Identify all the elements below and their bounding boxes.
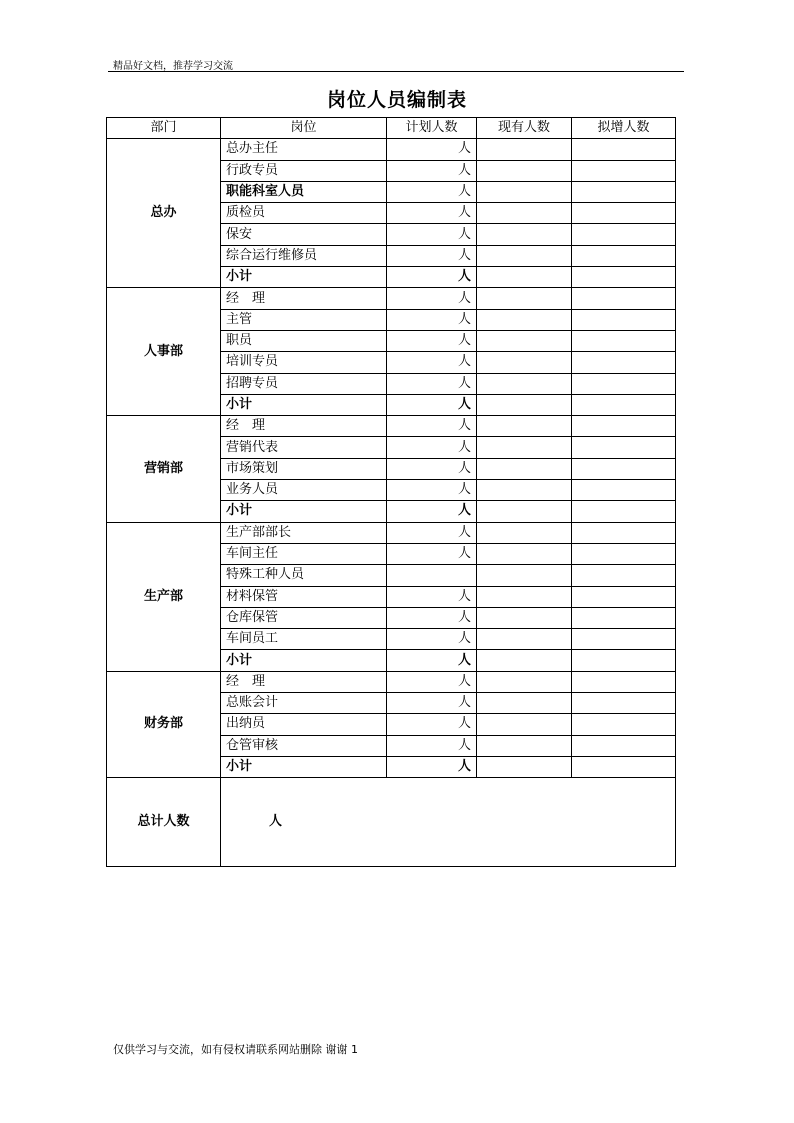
position-cell: 车间员工 <box>221 629 387 650</box>
planned-count-cell <box>387 565 477 586</box>
planned-count-cell: 人 <box>387 437 477 458</box>
planned-count-cell: 人 <box>387 671 477 692</box>
table-row <box>107 139 676 160</box>
position-cell: 培训专员 <box>221 352 387 373</box>
increase-count-cell <box>572 522 676 543</box>
department-name: 人事部 <box>107 288 221 416</box>
increase-count-cell <box>572 139 676 160</box>
current-count-cell <box>477 330 572 351</box>
planned-count-cell: 人 <box>387 245 477 266</box>
planned-count-cell: 人 <box>387 693 477 714</box>
current-count-cell <box>477 480 572 501</box>
total-row <box>107 778 676 867</box>
position-cell: 营销代表 <box>221 437 387 458</box>
planned-count-cell: 人 <box>387 394 477 415</box>
current-count-cell <box>477 565 572 586</box>
current-count-cell <box>477 458 572 479</box>
increase-count-cell <box>572 650 676 671</box>
current-count-cell <box>477 416 572 437</box>
planned-count-cell: 人 <box>387 267 477 288</box>
table-row <box>107 416 676 437</box>
current-count-cell <box>477 373 572 394</box>
current-count-cell <box>477 267 572 288</box>
current-count-cell <box>477 671 572 692</box>
increase-count-cell <box>572 565 676 586</box>
planned-count-cell: 人 <box>387 607 477 628</box>
current-count-cell <box>477 352 572 373</box>
position-cell: 总账会计 <box>221 693 387 714</box>
increase-count-cell <box>572 330 676 351</box>
column-header-department: 部门 <box>107 118 221 139</box>
planned-count-cell: 人 <box>387 458 477 479</box>
position-cell: 市场策划 <box>221 458 387 479</box>
increase-count-cell <box>572 714 676 735</box>
position-cell: 主管 <box>221 309 387 330</box>
current-count-cell <box>477 437 572 458</box>
planned-count-cell: 人 <box>387 330 477 351</box>
column-header-position: 岗位 <box>221 118 387 139</box>
planned-count-cell: 人 <box>387 629 477 650</box>
planned-count-cell: 人 <box>387 756 477 777</box>
increase-count-cell <box>572 288 676 309</box>
increase-count-cell <box>572 416 676 437</box>
planned-count-cell: 人 <box>387 714 477 735</box>
increase-count-cell <box>572 394 676 415</box>
position-cell: 综合运行维修员 <box>221 245 387 266</box>
planned-count-cell: 人 <box>387 203 477 224</box>
planned-count-cell: 人 <box>387 501 477 522</box>
increase-count-cell <box>572 352 676 373</box>
total-value: 人 <box>269 814 283 830</box>
header-divider <box>108 71 684 72</box>
position-cell: 出纳员 <box>221 714 387 735</box>
column-header-planned: 计划人数 <box>387 118 477 139</box>
current-count-cell <box>477 629 572 650</box>
current-count-cell <box>477 309 572 330</box>
increase-count-cell <box>572 607 676 628</box>
position-cell: 小计 <box>221 650 387 671</box>
planned-count-cell: 人 <box>387 735 477 756</box>
column-header-increase: 拟增人数 <box>572 118 676 139</box>
position-cell: 保安 <box>221 224 387 245</box>
planned-count-cell: 人 <box>387 373 477 394</box>
column-header-current: 现有人数 <box>477 118 572 139</box>
position-cell: 材料保管 <box>221 586 387 607</box>
total-label: 总计人数 <box>107 778 221 867</box>
table-header-row <box>107 118 676 139</box>
current-count-cell <box>477 607 572 628</box>
page-header-text: 精品好文档，推荐学习交流 <box>113 61 233 72</box>
planned-count-cell: 人 <box>387 309 477 330</box>
position-cell: 小计 <box>221 756 387 777</box>
staffing-table <box>106 117 676 867</box>
current-count-cell <box>477 735 572 756</box>
increase-count-cell <box>572 480 676 501</box>
position-cell: 小计 <box>221 267 387 288</box>
planned-count-cell: 人 <box>387 288 477 309</box>
planned-count-cell: 人 <box>387 522 477 543</box>
position-cell: 招聘专员 <box>221 373 387 394</box>
increase-count-cell <box>572 756 676 777</box>
department-name: 生产部 <box>107 522 221 671</box>
increase-count-cell <box>572 309 676 330</box>
current-count-cell <box>477 693 572 714</box>
position-cell: 总办主任 <box>221 139 387 160</box>
planned-count-cell: 人 <box>387 160 477 181</box>
planned-count-cell: 人 <box>387 139 477 160</box>
planned-count-cell: 人 <box>387 352 477 373</box>
position-cell: 经 理 <box>221 671 387 692</box>
position-cell: 车间主任 <box>221 543 387 564</box>
current-count-cell <box>477 586 572 607</box>
increase-count-cell <box>572 671 676 692</box>
position-cell: 仓库保管 <box>221 607 387 628</box>
increase-count-cell <box>572 501 676 522</box>
current-count-cell <box>477 181 572 202</box>
position-cell: 行政专员 <box>221 160 387 181</box>
position-cell: 经 理 <box>221 416 387 437</box>
increase-count-cell <box>572 203 676 224</box>
planned-count-cell: 人 <box>387 543 477 564</box>
increase-count-cell <box>572 735 676 756</box>
department-name: 财务部 <box>107 671 221 777</box>
increase-count-cell <box>572 586 676 607</box>
current-count-cell <box>477 245 572 266</box>
position-cell: 特殊工种人员 <box>221 565 387 586</box>
current-count-cell <box>477 288 572 309</box>
increase-count-cell <box>572 543 676 564</box>
current-count-cell <box>477 756 572 777</box>
increase-count-cell <box>572 245 676 266</box>
current-count-cell <box>477 714 572 735</box>
increase-count-cell <box>572 160 676 181</box>
planned-count-cell: 人 <box>387 181 477 202</box>
increase-count-cell <box>572 181 676 202</box>
current-count-cell <box>477 394 572 415</box>
increase-count-cell <box>572 224 676 245</box>
planned-count-cell: 人 <box>387 224 477 245</box>
table-body <box>107 139 676 778</box>
current-count-cell <box>477 139 572 160</box>
current-count-cell <box>477 224 572 245</box>
position-cell: 业务人员 <box>221 480 387 501</box>
current-count-cell <box>477 650 572 671</box>
position-cell: 小计 <box>221 394 387 415</box>
page-footer-text: 仅供学习与交流，如有侵权请联系网站删除 谢谢 1 <box>113 1043 358 1056</box>
increase-count-cell <box>572 629 676 650</box>
planned-count-cell: 人 <box>387 650 477 671</box>
current-count-cell <box>477 501 572 522</box>
total-value-cell <box>221 778 676 867</box>
table-row <box>107 671 676 692</box>
position-cell: 经 理 <box>221 288 387 309</box>
increase-count-cell <box>572 267 676 288</box>
planned-count-cell: 人 <box>387 586 477 607</box>
position-cell: 职员 <box>221 330 387 351</box>
current-count-cell <box>477 203 572 224</box>
planned-count-cell: 人 <box>387 480 477 501</box>
increase-count-cell <box>572 458 676 479</box>
document-title: 岗位人员编制表 <box>326 89 467 111</box>
increase-count-cell <box>572 437 676 458</box>
current-count-cell <box>477 543 572 564</box>
position-cell: 仓管审核 <box>221 735 387 756</box>
planned-count-cell: 人 <box>387 416 477 437</box>
increase-count-cell <box>572 373 676 394</box>
table-row <box>107 522 676 543</box>
table-row <box>107 288 676 309</box>
department-name: 营销部 <box>107 416 221 522</box>
increase-count-cell <box>572 693 676 714</box>
current-count-cell <box>477 160 572 181</box>
department-name: 总办 <box>107 139 221 288</box>
position-cell: 小计 <box>221 501 387 522</box>
position-cell: 生产部部长 <box>221 522 387 543</box>
position-cell: 职能科室人员 <box>221 181 387 202</box>
position-cell: 质检员 <box>221 203 387 224</box>
current-count-cell <box>477 522 572 543</box>
